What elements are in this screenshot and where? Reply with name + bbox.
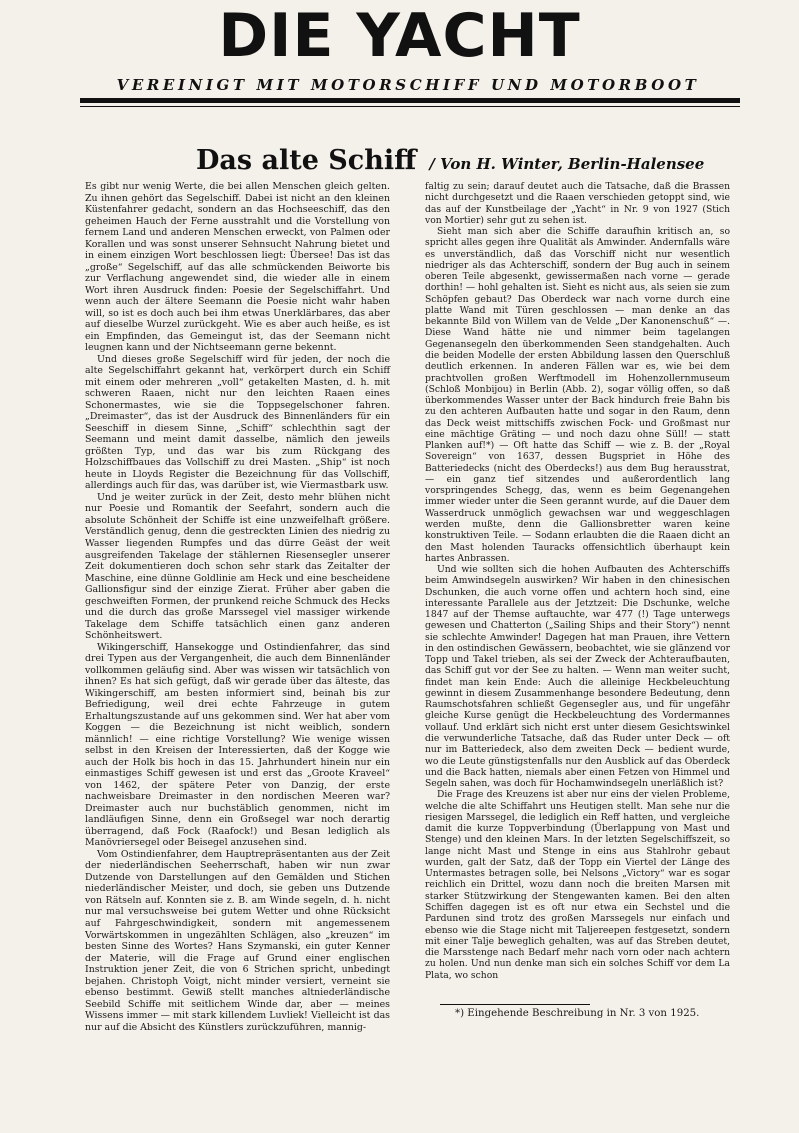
paragraph: Und je weiter zurück in der Zeit, desto mehr blühen nicht nur Poesie und Romantik der Seefahrt, sondern auch die absolute Schönheit der Schiffe ist eine unzweifelhaft größere. Verständlich genug, denn die gestreckten Linien des niedrig zu Wasser liegenden Rumpfes und das dürre Geäst der weit ausgreifenden Takelage der stählernen Riesensegler unserer Zeit dokumentieren doch schon sehr stark das Zeitalter der Maschine, eine dünne Goldlinie am Heck und eine bescheidene Gallionsfigur sind der einzige Zierat. Früher aber gaben die geschweiften Formen, der prunkend reiche Schmuck des Hecks und die durch das große Marssegel viel massiger wirkende Takelage dem Schiffe tatsächlich einen ganz anderen Schönheitswert. (85, 491, 390, 642)
footnote-rule (440, 1004, 590, 1005)
article-headline (196, 145, 704, 176)
masthead-rule-thick (80, 98, 740, 103)
masthead-rule-thin (80, 106, 740, 107)
paragraph: Und dieses große Segelschiff wird für jeden, der noch die alte Segelschiffahrt gekannt hat, verkörpert durch ein Schiff mit einem oder mehreren „voll“ getakelten Masten, d. h. mit schweren Raaen, nicht nur den leichten Raaen eines Schonermastes, wie sie die Toppsegelschoner fahren. „Dreimaster“, das ist der Ausdruck des Binnenländers für ein Seeschiff in diesem Sinne, „Schiff“ schlechthin sagt der Seemann und meint damit dasselbe, nämlich den jeweils größten Typ, und das war bis zum Rückgang des Holzschiffbaues das Vollschiff zu drei Masten. „Ship“ ist noch heute in Lloyds Register die Bezeichnung für das Vollschiff, allerdings auch für das, was darüber ist, wie Viermastbark usw. (85, 353, 390, 492)
left-column (85, 181, 390, 1033)
footnote: *) Eingehende Beschreibung in Nr. 3 von 1925. (455, 1008, 700, 1019)
paragraph: Und wie sollten sich die hohen Aufbauten des Achterschiffs beim Amwindsegeln auswirken? Wir haben in den chinesischen Dschunken, die auch vorne offen und achtern hoch sind, eine interessante Parallele aus der Jetztzeit: Die Dschunke, welche 1847 auf der Themse auftauchte, war 477 (!) Tage unterwegs gewesen und Chatterton („Sailing Ships and their Story“) nennt sie schlechte Amwinder! Dagegen hat man Prauen, ihre Vettern in den ostindischen Gewässern, beobachtet, wie sie glänzend vor Topp und Takel trieben, als sei der Zweck der Achteraufbauten, das Schiff gut vor der See zu halten. — Wenn man weiter sucht, findet man kein Ende: Auch die alleinige Heckbeleuchtung gewinnt in diesem Zusammenhange besondere Bedeutung, denn Raumschotsfahren schließt Gegensegler aus, und für ungefähr gleiche Kurse genügt die Heckbeleuchtung des Vordermannes vollauf. Und erklärt sich nicht erst unter diesem Gesichtswinkel die verwunderliche Tatsache, daß das Ruder unter Deck — oft nur im Batteriedeck, also dem zweiten Deck — bedient wurde, wo die Leute günstigstenfalls nur den Ausblick auf das Oberdeck und die Back hatten, niemals aber einen Fetzen von Himmel und Segeln sahen, was doch für Hochamwindsegeln unerläßlich ist? (425, 564, 730, 790)
paragraph: Es gibt nur wenig Werte, die bei allen Menschen gleich gelten. Zu ihnen gehört das Segelschiff. Dabei ist nicht an den kleinen Küstenfahrer gedacht, sondern an das Hochseeschiff, das den geheimen Hauch der Ferne ausstrahlt und die Vorstellung von fernem Land und anderen Menschen erweckt, von Palmen oder Korallen und was sonst unserer Sehnsucht Nahrung bietet und in einem einzigen Wort beschlossen liegt: Übersee! Das ist das „große“ Segelschiff, auf das alle schmückenden Beiworte bis zur Verflachung angewendet sind, die wieder alle in einem Wort ihren Ausdruck finden: Poesie der Segelschiffahrt. Und wenn auch der ältere Seemann die Poesie nicht wahr haben will, so ist es doch auch bei ihm etwas Unerklärbares, das aber auf dieselbe Wurzel zurückgeht. Wie es aber auch heiße, es ist ein Empfinden, das Gemeingut ist, das der Seemann nicht leugnen kann und der Nichtseemann gerne bekennt. (85, 181, 390, 354)
paragraph: faltig zu sein; darauf deutet auch die Tatsache, daß die Brassen nicht durchgesetzt und die Raaen verschieden getoppt sind, wie das auf der Kunstbeilage der „Yacht“ in Nr. 9 von 1927 (Stich von Mortier) sehr gut zu sehen ist. (425, 181, 730, 226)
right-column (425, 181, 730, 981)
paragraph: Wikingerschiff, Hansekogge und Ostindienfahrer, das sind drei Typen aus der Vergangenheit, die auch dem Binnenländer vollkommen geläufig sind. Aber was wissen wir tatsächlich von ihnen? Es hat sich gefügt, daß wir gerade über das älteste, das Wikingerschiff, am besten informiert sind, beinah bis zur Befriedigung, weil drei echte Fahrzeuge in gutem Erhaltungszustande auf uns gekommen sind. Wer hat aber vom Koggen — die Bezeichnung ist nicht weiblich, sondern männlich! — eine richtige Vorstellung? Wie wenige wissen selbst in den Kreisen der Interessierten, daß der Kogge wie auch der Holk bis hoch in das 15. Jahrhundert hinein nur ein einmastiges Schiff gewesen ist und erst das „Groote Kraveel“ von 1462, der spätere Peter von Danzig, der erste nachweisbare Dreimaster in den nordischen Meeren war? Dreimaster auch nur buchstäblich genommen, nicht im landläufigen Sinne, denn ein Großsegel war noch derartig überragend, daß Fock (Raafock!) und Besan lediglich als Manövriersegel oder Beisegel anzusehen sind. (85, 641, 390, 849)
paragraph: Sieht man sich aber die Schiffe daraufhin kritisch an, so spricht alles gegen ihre Qualität als Amwinder. Andernfalls wäre es unverständlich, daß das Vorschiff nicht nur wesentlich niedriger als das Achterschiff, sondern der Bug auch in seinem oberen Teile abgesenkt, gewissermaßen nach vorne — gerade dorthin! — hohl gehalten ist. Sieht es nicht aus, als seien sie zum Schöpfen gebaut? Das Oberdeck war nach vorne durch eine platte Wand mit Türen geschlossen — man denke an das bekannte Bild von Willem van de Velde „Der Kanonenschuß“ —. Diese Wand hätte nie und nimmer beim tagelangen Gegenansegeln den überkommenden Seen standgehalten. Auch die beiden Modelle der ersten Abbildung lassen den Querschluß deutlich erkennen. In anderen Fällen war es, wie bei dem prachtvollen großen Werftmodell im Hohenzollernmuseum (Schloß Monbijou) in Berlin (Abb. 2), sogar völlig offen, so daß überkommendes Wasser unter der Back hindurch freie Bahn bis zu den achteren Aufbauten hatte und sogar in den Raum, denn das Deck weist mittschiffs zwischen Fock- und Großmast nur eine mächtige Gräting — und noch dazu ohne Süll! — statt Planken auf!*) — Oft hatte das Schiff — wie z. B. der „Royal Sovereign“ von 1637, dessen Bugspriet in Höhe des Batteriedecks (nicht des Oberdecks!) aus dem Bug herausstrat, — ein ganz tief sitzendes und außerordentlich lang vorspringendes Schegg, das, wenn es beim Gegenangehen immer wieder unter die Seen gerannt wurde, auf die Dauer dem Wasserdruck unmöglich gewachsen war und weggeschlagen werden mußte, denn die Gallionsbretter waren keine konstruktiven Teile. — Sodann erlaubten die die Raaen dicht an den Mast holenden Tauracks offensichtlich überhaupt kein hartes Anbrassen. (425, 226, 730, 564)
masthead-subtitle: VEREINIGT MIT MOTORSCHIFF UND MOTORBOOT (116, 76, 700, 94)
paragraph: Vom Ostindienfahrer, dem Hauptrepräsentanten aus der Zeit der niederländischen Seeherrschaft, haben wir nun zwar Dutzende von Darstellungen auf den Gemälden und Stichen niederländischer Meister, und doch, sie geben uns Dutzende von Rätseln auf. Konnten sie z. B. am Winde segeln, d. h. nicht nur mal versuchsweise bei gutem Wetter und ohne Rücksicht auf Fahrgeschwindigkeit, sondern mit angemessenem Vorwärtskommen in ungezählten Schlägen, also „kreuzen“ im besten Sinne des Wortes? Hans Szymanski, ein guter Kenner der Materie, will die Frage auf Grund einer englischen Instruktion jener Zeit, die von 6 Strichen spricht, unbedingt bejahen. Christoph Voigt, nicht minder versiert, verneint sie ebenso bestimmt. Gewiß stellt manches altniederländische Seebild Schiffe mit seitlichem Winde dar, aber — meines Wissens immer — mit stark killendem Luvliek! Vielleicht ist das nur auf die Absicht des Künstlers zurückzuführen, mannig- (85, 848, 390, 1033)
article-title: Das alte Schiff (196, 145, 417, 176)
article-byline: / Von H. Winter, Berlin-Halensee (429, 155, 705, 173)
paragraph: Die Frage des Kreuzens ist aber nur eins der vielen Probleme, welche die alte Schiffahrt uns Heutigen stellt. Man sehe nur die riesigen Marssegel, die lediglich ein Reff hatten, und vergleiche damit die kurze Toppverbindung (Überlappung von Mast und Stenge) und den kleinen Mars. In der letzten Segelschiffszeit, so lange nicht Mast und Stenge in eins aus Stahlrohr gebaut wurden, galt der Satz, daß der Topp ein Viertel der Länge des Untermastes betragen solle, bei Nelsons „Victory“ war es sogar reichlich ein Drittel, wozu dann noch die breiten Marsen mit starker Stützwirkung der Stengewanten kamen. Bei den alten Schiffen dagegen ist es oft nur etwa ein Sechstel und die Pardunen sind trotz des großen Marssegels nur einfach und ebenso wie die Stage nicht mit Taljereepen festgesetzt, sondern mit einer Talje beweglich gehalten, was auf das Streben deutet, die Marsstenge nach Bedarf mehr nach vorn oder nach achtern zu holen. Und nun denke man sich ein solches Schiff vor dem La Plata, wo schon (425, 789, 730, 981)
masthead (0, 1, 799, 71)
masthead-title: DIE YACHT (218, 1, 581, 71)
